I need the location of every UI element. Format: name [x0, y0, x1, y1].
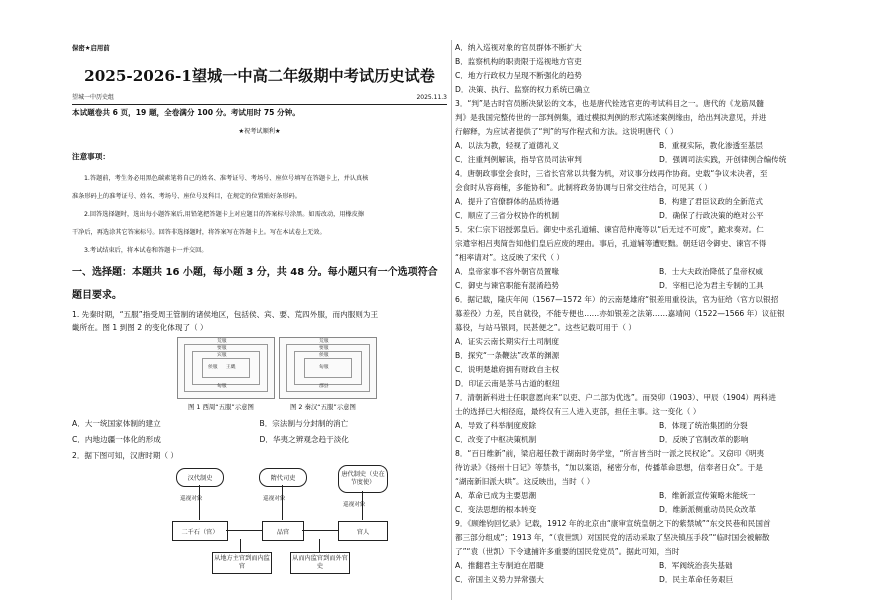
- q2-option-d[interactable]: D．决策、执行、监察的权力系统已确立: [455, 85, 590, 94]
- q2-option-a[interactable]: A．纳入巡视对象的官员群体不断扩大: [455, 43, 582, 52]
- diagram-label: 郡县: [319, 384, 329, 389]
- figure-1-caption: 图 1 西周“五服”示意图: [188, 403, 254, 411]
- option-c[interactable]: C．内地边疆一体化的形成: [72, 435, 161, 444]
- option-d[interactable]: D．反映了官制改革的影响: [659, 435, 749, 444]
- q6-option-d[interactable]: D．印证云南是茶马古道的枢纽: [455, 379, 560, 388]
- right-column: [455, 0, 863, 615]
- q6-option-b[interactable]: B．探究“一条鞭法”改革的渊源: [455, 351, 560, 360]
- option-b[interactable]: B．宗法制与分封制的消亡: [259, 419, 349, 428]
- arrow-note-2: 从而内监官到而外官史: [290, 552, 350, 574]
- notice-line: 干净后，再选涂其它答案标号。回答非选择题时，将答案写在答题卡上。写在本试卷上无效。: [72, 229, 326, 236]
- arrow-label: 巡视对象: [180, 496, 203, 502]
- option-b[interactable]: B．重视实际，教化渗透至基层: [659, 141, 763, 150]
- erqian-box: 二千石（官）: [172, 521, 228, 541]
- arrow-label: 巡视对象: [343, 502, 366, 508]
- q7-stem: 7．清朝新科进士任职意愿向来“以吏、户二部为优选”。而癸卯（1903）、甲辰（1904）两科进: [455, 393, 776, 402]
- q6-option-c[interactable]: C．说明楚雄府拥有财政自主权: [455, 365, 560, 374]
- option-b[interactable]: B．军阀统治丧失基础: [659, 561, 733, 570]
- left-column: [72, 0, 447, 615]
- q5-stem: 5．宋仁宗下诏授郭皇后。御史中丞孔道辅、谏官范仲淹等以“后无过不可废”，跪求奏对。仁: [455, 225, 764, 234]
- diagram-label: 荒服: [217, 339, 227, 344]
- column-divider: [451, 40, 452, 600]
- q8-options-row: [455, 505, 863, 515]
- q9-stem: 都三部分组成”；1913 年，“（袁世凯）对国民党的活动采取了坚决镇压手段”“临时国会被解散: [455, 533, 770, 542]
- diagram-label: 甸服: [217, 384, 227, 389]
- q5-stem: 宗遣宰相吕夷简告知他们皇后应废的理由。事后，孔道辅等遭贬黜。朝廷诏令御史、谏官不得: [455, 239, 767, 248]
- diagram-label: 甸服: [319, 365, 329, 370]
- pinguan-box: 品官: [262, 521, 304, 541]
- q9-stem: 9．《顾维钧回忆录》记载，1912 年的北京由“康审宣统皇朝之下的紫禁城”“东交民巷和民国首: [455, 519, 771, 528]
- diagram-label: 侯服: [208, 365, 218, 370]
- option-d[interactable]: D．民主革命任务艰巨: [659, 575, 734, 584]
- q8-stem: 8．“百日维新”前，梁启超任教于湖南时务学堂，“所言皆当时一派之民权论”。又窃印《明夷: [455, 449, 765, 458]
- q9-options-row: [455, 561, 863, 571]
- option-a[interactable]: A．以法为教，轻视了道德礼义: [455, 141, 559, 150]
- exam-date: 2025.11.3: [416, 94, 447, 101]
- diagram-label: 荒服: [319, 339, 329, 344]
- option-b[interactable]: B．维新派宣传策略未能统一: [659, 491, 756, 500]
- diagram-label: 要服: [319, 346, 329, 351]
- sui-box: 隋代司吏: [259, 468, 307, 487]
- option-d[interactable]: D．宰相已沦为君主专制的工具: [659, 281, 764, 290]
- q1-stem: 畿所在。图 1 到图 2 的变化体现了（ ）: [72, 323, 208, 332]
- option-c[interactable]: C．御史与谏官职能有混淆趋势: [455, 281, 560, 290]
- q4-options-row: [455, 197, 863, 207]
- q1-options-row: [72, 419, 447, 429]
- group-name: 望城一中历史组: [72, 94, 115, 101]
- figure-1-diagram: [177, 337, 275, 399]
- q5-options-row: [455, 281, 863, 291]
- q6-stem: 募役，与站马银同，民甚便之”。这些记载可用于（ ）: [455, 323, 637, 332]
- q3-stem: 3．“判”是古时官员断决狱讼的文本，也是唐代铨选官吏的考试科目之一。唐代的《龙筋凤髓: [455, 99, 764, 108]
- secret-mark: 保密★启用前: [72, 44, 110, 52]
- option-d[interactable]: D．强调司法实践，开创律例合编传统: [659, 155, 787, 164]
- q8-stem: 待访录》《扬州十日记》等禁书，“加以案语，秘密分布，传播革命思想，信奉者日众”。于是: [455, 463, 763, 472]
- diagram-label: 宾服: [217, 353, 227, 358]
- q5-stem: “相率请对”。这反映了宋代（ ）: [455, 253, 564, 262]
- option-a[interactable]: A．大一统国家体制的建立: [72, 419, 161, 428]
- notice-line: 3.考试结束后，将本试卷和答题卡一并交回。: [84, 247, 208, 254]
- q3-stem: 行解释，为应试者提供了“判”的写作程式和方法。这说明唐代（ ）: [455, 127, 678, 136]
- option-a[interactable]: A．皇帝家事不容外朝官员置喙: [455, 267, 559, 276]
- option-d[interactable]: D．华夷之辨观念趋于淡化: [259, 435, 349, 444]
- q5-options-row: [455, 267, 863, 277]
- notice-line: 1.答题前，考生务必用黑色碳素笔将自己的姓名、准考证号、考场号、座位号填写在答题卡上，并认真核: [84, 175, 369, 182]
- q1-options-row: [72, 435, 447, 445]
- guanren-box: 官人: [338, 521, 388, 541]
- option-c[interactable]: C．帝国主义势力异常强大: [455, 575, 544, 584]
- option-c[interactable]: C．注重判例解读，指导官员司法审判: [455, 155, 582, 164]
- q6-stem: 6．据记载，隆庆年间（1567—1572 年）的云南楚雄府“银差用重役法，官为征给（官方以银招: [455, 295, 779, 304]
- arrow-label: 巡视对象: [263, 496, 286, 502]
- figure-2-caption: 图 2 秦汉“五服”示意图: [290, 403, 356, 411]
- q6-option-a[interactable]: A．证实云南长期实行土司制度: [455, 337, 559, 346]
- arrow-note-1: 从地方主官到而内监官: [212, 552, 272, 574]
- q7-options-row: [455, 421, 863, 431]
- exam-wish: ★祝考试顺利★: [238, 128, 281, 135]
- section-heading-cont: 题目要求。: [72, 290, 122, 301]
- figure-2-diagram: [279, 337, 377, 399]
- diagram-label: 侯服: [319, 353, 329, 358]
- q8-options-row: [455, 491, 863, 501]
- option-b[interactable]: B．体现了统治集团的分裂: [659, 421, 748, 430]
- notice-line: 准条形码上的准考证号、姓名、考场号、座位号及科目，在规定的位置贴好条形码。: [72, 193, 301, 200]
- q8-stem: “湖南新旧派大哄”。这反映出，当时（ ）: [455, 477, 595, 486]
- option-c[interactable]: C．变法思想的根本转变: [455, 505, 537, 514]
- q6-stem: 募差役）力差，民自就役，不能专便也……亦如银差之法第……嘉靖间（1522—1566 年）议征银: [455, 309, 785, 318]
- option-a[interactable]: A．革命已成为主要思潮: [455, 491, 537, 500]
- q4-stem: 4．唐朝政事堂会食时，三省长官常以共餐为机，对议事分歧再作协商。史载“争议未决者，至: [455, 169, 768, 178]
- q9-stem: 了”“袁（世凯）下令逮捕许多重要的国民党党员”。据此可知，当时: [455, 547, 680, 556]
- tang-box: 唐代制史（史在节度使）: [338, 465, 388, 493]
- diagram-label: 王畿: [226, 365, 236, 370]
- q4-stem: 会食时从容商榷，多能协和”。此制将政务协调与日常交往结合，可见其（ ）: [455, 183, 712, 192]
- option-b[interactable]: B．士大夫政治降低了皇帝权威: [659, 267, 763, 276]
- exam-title: 2025-2026-1望城一中高二年级期中考试历史试卷: [84, 67, 435, 85]
- option-a[interactable]: A．提升了官僚群体的品质待遇: [455, 197, 559, 206]
- q3-stem: 判》是我国完整传世的一部判例集，通过模拟判例的形式陈述案例缘由，给出判决意见，并进: [455, 113, 767, 122]
- option-a[interactable]: A．推翻君主专制迫在眉睫: [455, 561, 544, 570]
- option-c[interactable]: C．改变了中枢决策机制: [455, 435, 537, 444]
- q9-options-row: [455, 575, 863, 585]
- q3-options-row: [455, 155, 863, 165]
- option-d[interactable]: D．维新派侧重动员民众改革: [659, 505, 756, 514]
- option-c[interactable]: C．顺应了三省分权协作的机制: [455, 211, 560, 220]
- section-heading: 一、选择题：本题共 16 小题，每小题 3 分，共 48 分。每小题只有一个选项符合: [72, 267, 438, 278]
- exam-info: 本试题卷共 6 页，19 题，全卷满分 100 分。考试用时 75 分钟。: [72, 108, 300, 117]
- q2-option-c[interactable]: C．地方行政权力呈现不断强化的趋势: [455, 71, 582, 80]
- option-d[interactable]: D．确保了行政决策的绝对公平: [659, 211, 764, 220]
- diagram-label: 要服: [217, 346, 227, 351]
- q3-options-row: [455, 141, 863, 151]
- q1-stem: 1. 先秦时期，“五服”指受周王管制的诸侯地区，包括侯、宾、要、荒四外服，而内服则为王: [72, 310, 379, 319]
- q7-stem: 士的选择已大相径庭，最终仅有三人进入吏部，担任主事。这一变化（ ）: [455, 407, 701, 416]
- option-b[interactable]: B．构建了君臣议政的全新范式: [659, 197, 763, 206]
- option-a[interactable]: A．导致了科举制度废除: [455, 421, 537, 430]
- q2-option-b[interactable]: B．监察机构的职责限于巡视地方官吏: [455, 57, 582, 66]
- q4-options-row: [455, 211, 863, 221]
- q7-options-row: [455, 435, 863, 445]
- notice-heading: 注意事项：: [72, 152, 110, 161]
- q2-stem: 2．据下图可知，汉唐时期（ ）: [72, 451, 178, 460]
- notice-line: 2.回答选择题时，选出每小题答案后,用铅笔把答题卡上对应题目的答案标号涂黑。如需改动，用橡皮擦: [84, 211, 365, 218]
- han-box: 汉代制史: [176, 468, 224, 487]
- exam-meta: [72, 93, 447, 105]
